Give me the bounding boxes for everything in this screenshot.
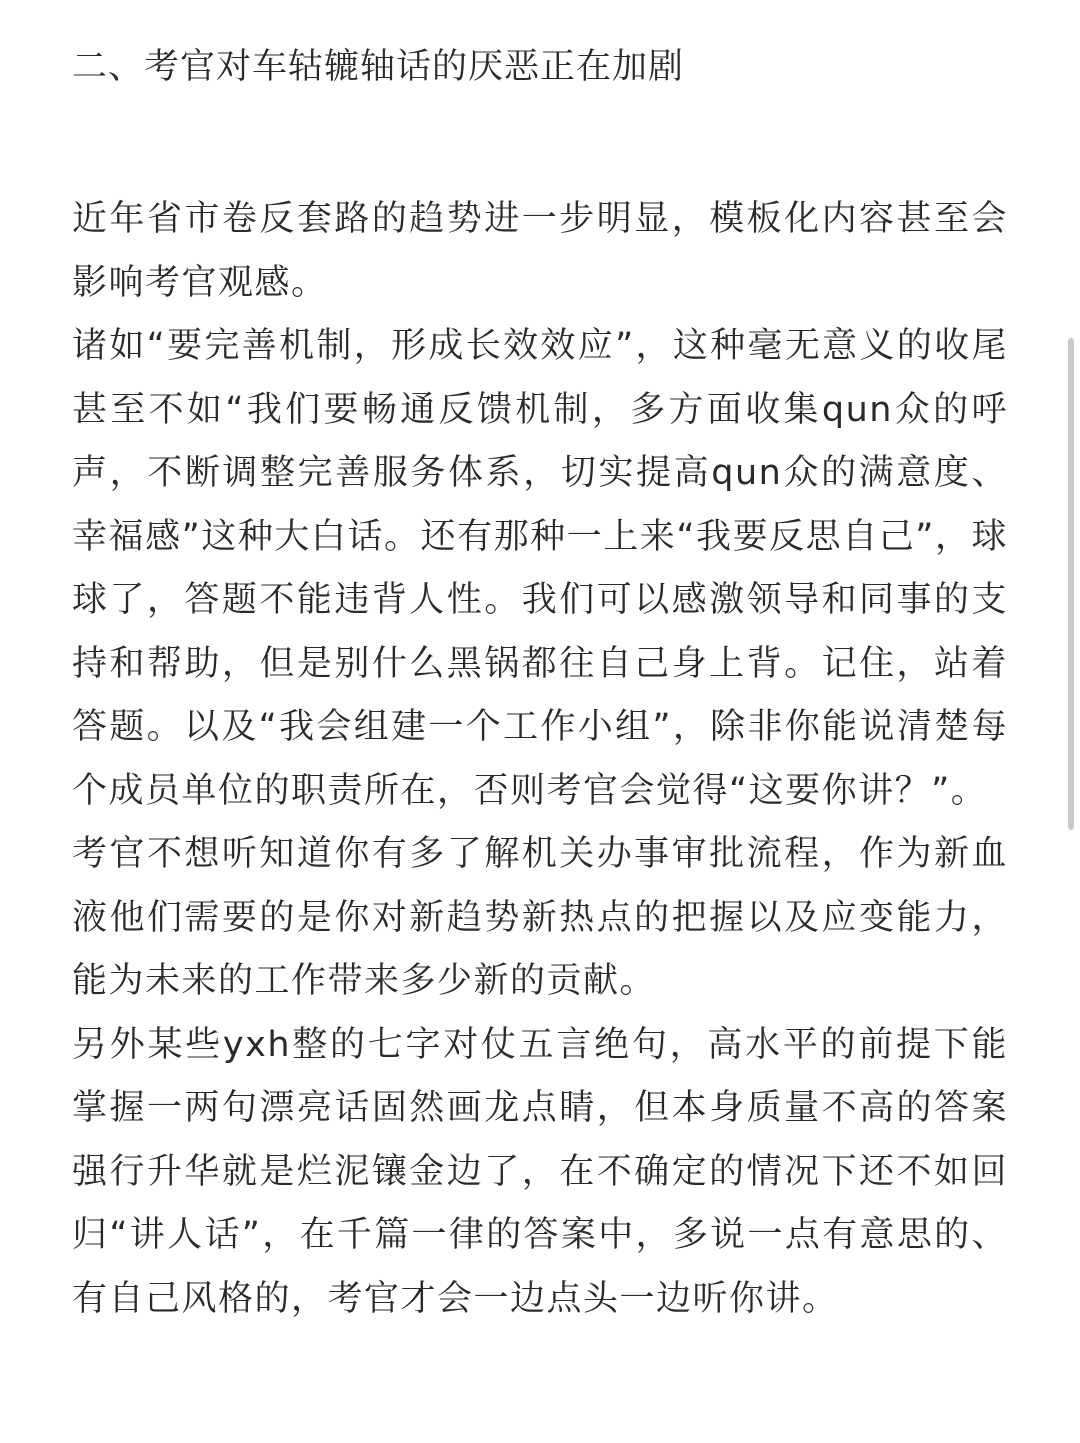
section-heading: 二、考官对车轱辘轴话的厌恶正在加剧 (72, 47, 685, 87)
paragraph-3: 考官不想听知道你有多了解机关办事审批流程，作为新血液他们需要的是你对新趋势新热点的把握以及应变能力，能为未来的工作带来多少新的贡献。 (72, 834, 1008, 1001)
paragraph-4: 另外某些yxh整的七字对仗五言绝句，高水平的前提下能掌握一两句漂亮话固然画龙点睛，但本身质量不高的答案强行升华就是烂泥镶金边了，在不确定的情况下还不如回归“讲人话”，在千篇一律的答案中，多说一点有意思的、有自己风格的，考官才会一边点头一边听你讲。 (72, 1024, 1008, 1319)
heading-spacer (72, 98, 1008, 188)
vertical-scrollbar[interactable] (1068, 338, 1074, 830)
article (72, 36, 1008, 1331)
paragraph-1: 近年省市卷反套路的趋势进一步明显，模板化内容甚至会影响考官观感。 (72, 199, 1008, 303)
paragraph-2: 诸如“要完善机制，形成长效效应”，这种毫无意义的收尾甚至不如“我们要畅通反馈机制，多方面收集qun众的呼声，不断调整完善服务体系，切实提高qun众的满意度、幸福感”这种大白话。还有那种一上来“我要反思自己”，球球了，答题不能违背人性。我们可以感激领导和同事的支持和帮助，但是别什么黑锅都往自己身上背。记住，站着答题。以及“我会组建一个工作小组”，除非你能说清楚每个成员单位的职责所在，否则考官会觉得“这要你讲？”。 (72, 326, 1008, 811)
